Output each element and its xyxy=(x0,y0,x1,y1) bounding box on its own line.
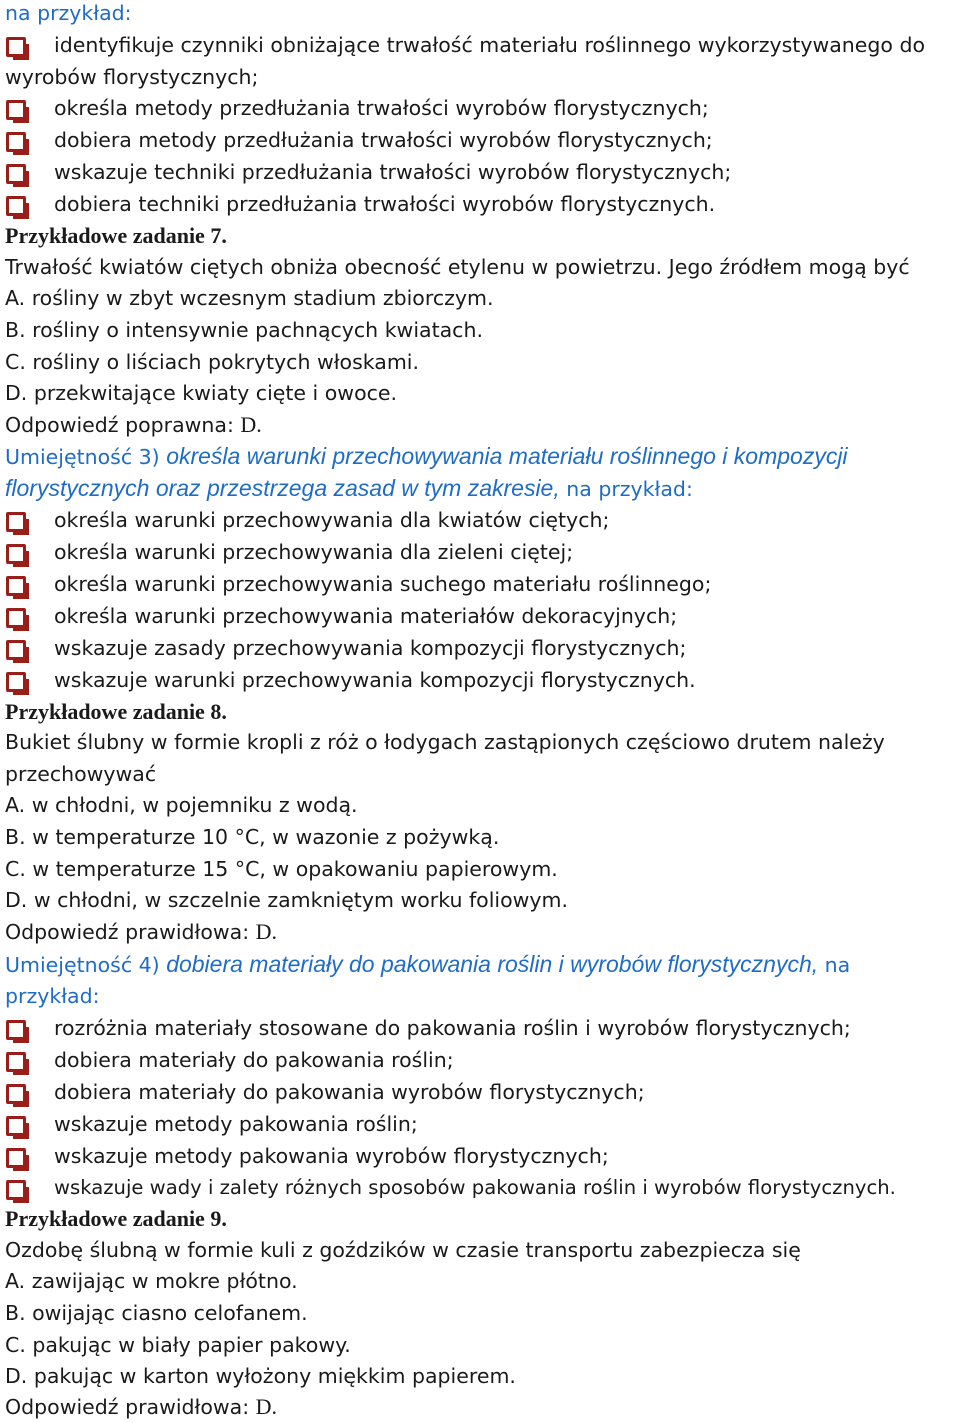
skill-suffix-cont: przykład: xyxy=(5,984,100,1008)
checkbox-bullet-icon xyxy=(6,164,26,184)
checkbox-bullet-icon xyxy=(6,1020,26,1040)
answer-option: C. w temperaturze 15 °C, w opakowaniu papierowym. xyxy=(5,857,558,881)
answer-option: A. zawijając w mokre płótno. xyxy=(5,1269,298,1293)
checkbox-bullet-icon xyxy=(6,1052,26,1072)
checkbox-bullet-icon xyxy=(6,640,26,660)
list-item: wskazuje techniki przedłużania trwałości wyrobów florystycznych; xyxy=(54,160,732,184)
task-title: Przykładowe zadanie 7. xyxy=(5,223,227,248)
list-item: dobiera materiały do pakowania roślin; xyxy=(54,1048,454,1072)
answer-option: A. w chłodni, w pojemniku z wodą. xyxy=(5,793,358,817)
answer-option: A. rośliny w zbyt wczesnym stadium zbiorczym. xyxy=(5,286,494,310)
list-item: wskazuje wady i zalety różnych sposobów pakowania roślin i wyrobów florystycznych. xyxy=(54,1176,896,1199)
list-item: określa warunki przechowywania dla zieleni ciętej; xyxy=(54,540,574,564)
checkbox-bullet-icon xyxy=(6,1180,26,1200)
list-item: określa metody przedłużania trwałości wyrobów florystycznych; xyxy=(54,96,709,120)
answer-value: D. xyxy=(255,1394,278,1419)
list-item: określa warunki przechowywania suchego materiału roślinnego; xyxy=(54,572,712,596)
task-question-cont: przechowywać xyxy=(5,762,157,786)
skill-label: Umiejętność 3) xyxy=(5,445,167,469)
checkbox-bullet-icon xyxy=(6,1084,26,1104)
correct-answer xyxy=(5,1391,277,1423)
answer-option: D. pakując w karton wyłożony miękkim papierem. xyxy=(5,1364,516,1388)
answer-value: D. xyxy=(240,412,262,437)
task-question: Bukiet ślubny w formie kropli z róż o łodygach zastąpionych częściowo drutem należy xyxy=(5,730,885,754)
answer-label: Odpowiedź prawidłowa: xyxy=(5,920,256,944)
answer-option: B. w temperaturze 10 °C, w wazonie z pożywką. xyxy=(5,825,500,849)
answer-option: C. pakując w biały papier pakowy. xyxy=(5,1333,351,1357)
correct-answer xyxy=(5,409,262,441)
skill-description: określa warunki przechowywania materiału roślinnego i kompozycji xyxy=(166,443,848,469)
checkbox-bullet-icon xyxy=(6,132,26,152)
checkbox-bullet-icon xyxy=(6,608,26,628)
checkbox-bullet-icon xyxy=(6,544,26,564)
list-item: określa warunki przechowywania dla kwiatów ciętych; xyxy=(54,508,610,532)
list-item: rozróżnia materiały stosowane do pakowania roślin i wyrobów florystycznych; xyxy=(54,1016,851,1040)
answer-value: D. xyxy=(255,919,278,944)
checkbox-bullet-icon xyxy=(6,576,26,596)
checkbox-bullet-icon xyxy=(6,1116,26,1136)
skill-suffix: na przykład: xyxy=(559,477,693,501)
checkbox-bullet-icon xyxy=(6,196,26,216)
answer-option: B. owijając ciasno celofanem. xyxy=(5,1301,308,1325)
skill-label: Umiejętność 4) xyxy=(5,953,167,977)
answer-option: C. rośliny o liściach pokrytych włoskami. xyxy=(5,350,420,374)
list-item-continuation: wyrobów florystycznych; xyxy=(5,65,259,89)
checkbox-bullet-icon xyxy=(6,37,26,57)
checkbox-bullet-icon xyxy=(6,672,26,692)
list-item: wskazuje metody pakowania wyrobów florystycznych; xyxy=(54,1144,609,1168)
correct-answer xyxy=(5,916,277,948)
list-item: wskazuje zasady przechowywania kompozycji florystycznych; xyxy=(54,636,687,660)
skill-heading xyxy=(5,948,850,980)
skill-heading-cont xyxy=(5,472,693,504)
skill-heading xyxy=(5,440,848,472)
task-question: Ozdobę ślubną w formie kuli z goździków w czasie transportu zabezpiecza się xyxy=(5,1238,801,1262)
checkbox-bullet-icon xyxy=(6,1148,26,1168)
list-item: wskazuje warunki przechowywania kompozycji florystycznych. xyxy=(54,668,696,692)
checkbox-bullet-icon xyxy=(6,100,26,120)
list-item: określa warunki przechowywania materiałów dekoracyjnych; xyxy=(54,604,678,628)
list-item: dobiera materiały do pakowania wyrobów florystycznych; xyxy=(54,1080,645,1104)
list-item: dobiera metody przedłużania trwałości wyrobów florystycznych; xyxy=(54,128,713,152)
task-title: Przykładowe zadanie 9. xyxy=(5,1206,227,1231)
answer-option: D. przekwitające kwiaty cięte i owoce. xyxy=(5,381,398,405)
checkbox-bullet-icon xyxy=(6,512,26,532)
intro-text: na przykład: xyxy=(5,1,132,25)
list-item: wskazuje metody pakowania roślin; xyxy=(54,1112,418,1136)
task-title: Przykładowe zadanie 8. xyxy=(5,699,227,724)
task-question: Trwałość kwiatów ciętych obniża obecność etylenu w powietrzu. Jego źródłem mogą być xyxy=(5,255,910,279)
answer-label: Odpowiedź prawidłowa: xyxy=(5,1395,256,1419)
list-item: dobiera techniki przedłużania trwałości wyrobów florystycznych. xyxy=(54,192,716,216)
answer-option: B. rośliny o intensywnie pachnących kwiatach. xyxy=(5,318,483,342)
skill-description: florystycznych oraz przestrzega zasad w tym zakresie, xyxy=(5,475,560,501)
skill-description: dobiera materiały do pakowania roślin i wyrobów florystycznych, xyxy=(166,951,819,977)
answer-option: D. w chłodni, w szczelnie zamkniętym worku foliowym. xyxy=(5,888,569,912)
skill-suffix: na xyxy=(818,953,851,977)
answer-label: Odpowiedź poprawna: xyxy=(5,413,241,437)
list-item: identyfikuje czynniki obniżające trwałość materiału roślinnego wykorzystywanego do xyxy=(54,33,926,57)
